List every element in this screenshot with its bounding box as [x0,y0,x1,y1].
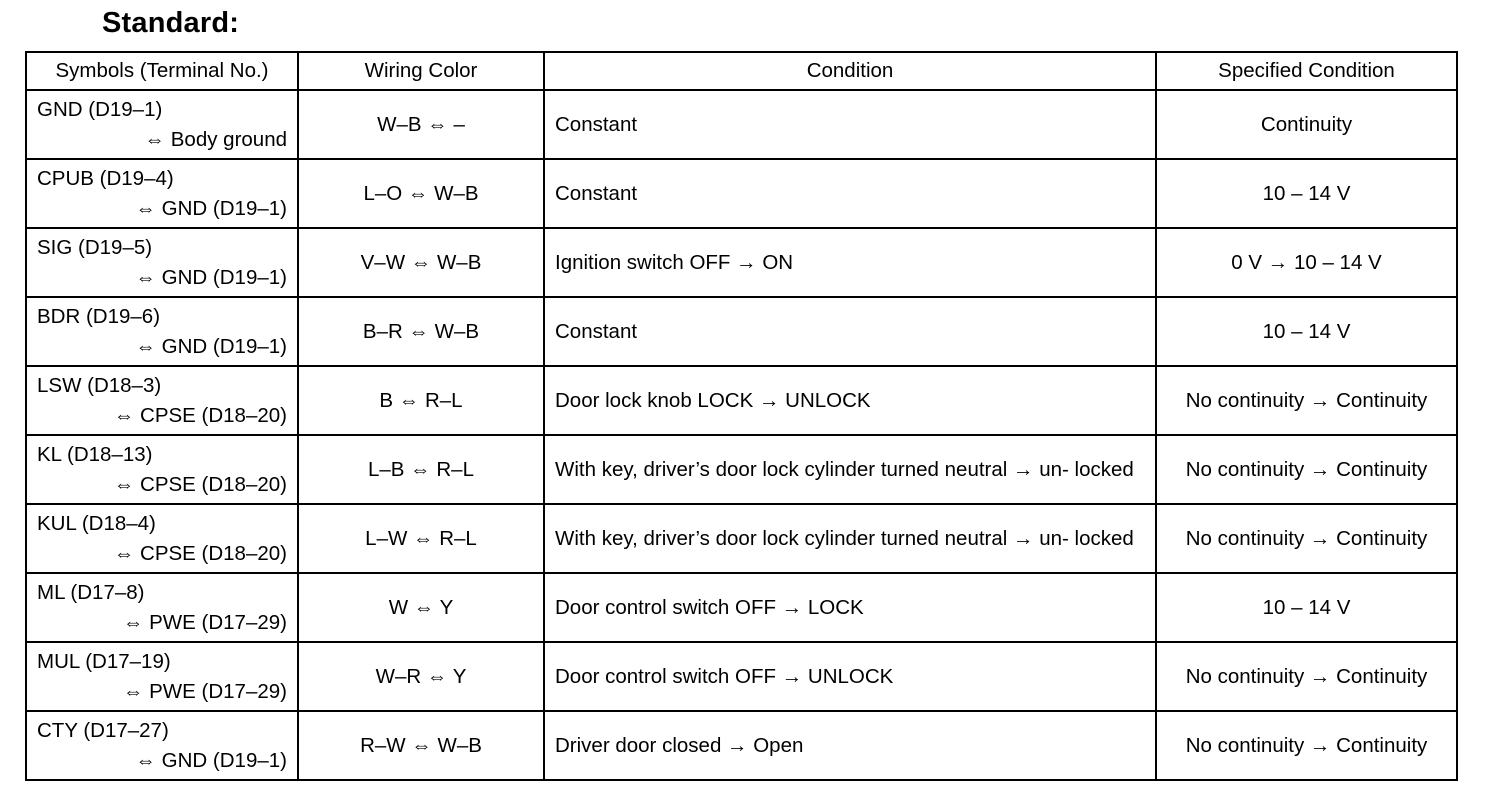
symbol-terminal: CTY (D17–27) [37,718,169,742]
symbol-terminal: CPUB (D19–4) [37,166,174,190]
symbol-terminal: ML (D17–8) [37,580,145,604]
table-row [26,435,1457,504]
symbol-terminal-to: ⇔ GND (D19–1) [135,748,287,772]
terminal-spec-table [25,51,1458,781]
symbol-cell [26,711,298,780]
specified-condition-cell: Continuity [1156,90,1457,159]
header-specified-condition: Specified Condition [1156,52,1457,90]
table-row [26,90,1457,159]
symbol-terminal-to: ⇔ CPSE (D18–20) [113,472,287,496]
symbol-terminal-to: ⇔ PWE (D17–29) [122,679,287,703]
specified-condition-cell: 10 – 14 V [1156,297,1457,366]
header-symbols: Symbols (Terminal No.) [26,52,298,90]
specified-condition-cell: No continuity → Continuity [1156,504,1457,573]
symbol-terminal-to: ⇔ CPSE (D18–20) [113,403,287,427]
table-row [26,711,1457,780]
table-row [26,228,1457,297]
symbol-terminal: KL (D18–13) [37,442,153,466]
specified-condition-cell: No continuity → Continuity [1156,642,1457,711]
wiring-color-cell: B ⇔ R–L [298,366,544,435]
symbol-terminal-to: ⇔ Body ground [144,127,287,151]
symbol-cell [26,435,298,504]
specified-condition-cell: No continuity → Continuity [1156,366,1457,435]
condition-cell: Constant [544,90,1156,159]
condition-cell: Door control switch OFF → UNLOCK [544,642,1156,711]
table-row [26,297,1457,366]
symbol-cell [26,366,298,435]
wiring-color-cell: L–W ⇔ R–L [298,504,544,573]
condition-cell: Driver door closed → Open [544,711,1156,780]
wiring-color-cell: L–B ⇔ R–L [298,435,544,504]
symbol-terminal: LSW (D18–3) [37,373,162,397]
header-wiring-color: Wiring Color [298,52,544,90]
header-condition: Condition [544,52,1156,90]
wiring-color-cell: W–R ⇔ Y [298,642,544,711]
condition-cell: Constant [544,159,1156,228]
specified-condition-cell: No continuity → Continuity [1156,711,1457,780]
table-row [26,504,1457,573]
symbol-cell [26,297,298,366]
symbol-terminal-to: ⇔ CPSE (D18–20) [113,541,287,565]
symbol-terminal: SIG (D19–5) [37,235,153,259]
condition-cell: Constant [544,297,1156,366]
condition-cell: With key, driver’s door lock cylinder turned neutral → un- locked [544,504,1156,573]
page-title: Standard: [102,7,240,39]
symbol-terminal-to: ⇔ PWE (D17–29) [122,610,287,634]
symbol-terminal: MUL (D17–19) [37,649,171,673]
table-header-row [26,52,1457,90]
symbol-cell [26,573,298,642]
wiring-color-cell: W ⇔ Y [298,573,544,642]
specified-condition-cell: 10 – 14 V [1156,159,1457,228]
wiring-color-cell: V–W ⇔ W–B [298,228,544,297]
symbol-terminal: BDR (D19–6) [37,304,161,328]
condition-cell: Door control switch OFF → LOCK [544,573,1156,642]
condition-cell: Door lock knob LOCK → UNLOCK [544,366,1156,435]
symbol-terminal: GND (D19–1) [37,97,163,121]
specified-condition-cell: 0 V → 10 – 14 V [1156,228,1457,297]
wiring-color-cell: R–W ⇔ W–B [298,711,544,780]
table-row [26,642,1457,711]
symbol-cell [26,228,298,297]
table-row [26,573,1457,642]
symbol-terminal-to: ⇔ GND (D19–1) [135,196,287,220]
symbol-cell [26,642,298,711]
condition-cell: Ignition switch OFF → ON [544,228,1156,297]
symbol-terminal-to: ⇔ GND (D19–1) [135,265,287,289]
wiring-color-cell: W–B ⇔ – [298,90,544,159]
wiring-color-cell: L–O ⇔ W–B [298,159,544,228]
wiring-color-cell: B–R ⇔ W–B [298,297,544,366]
symbol-terminal-to: ⇔ GND (D19–1) [135,334,287,358]
symbol-cell [26,159,298,228]
symbol-terminal: KUL (D18–4) [37,511,156,535]
specified-condition-cell: 10 – 14 V [1156,573,1457,642]
symbol-cell [26,504,298,573]
symbol-cell [26,90,298,159]
table-row [26,366,1457,435]
table-row [26,159,1457,228]
condition-cell: With key, driver’s door lock cylinder turned neutral → un- locked [544,435,1156,504]
specified-condition-cell: No continuity → Continuity [1156,435,1457,504]
